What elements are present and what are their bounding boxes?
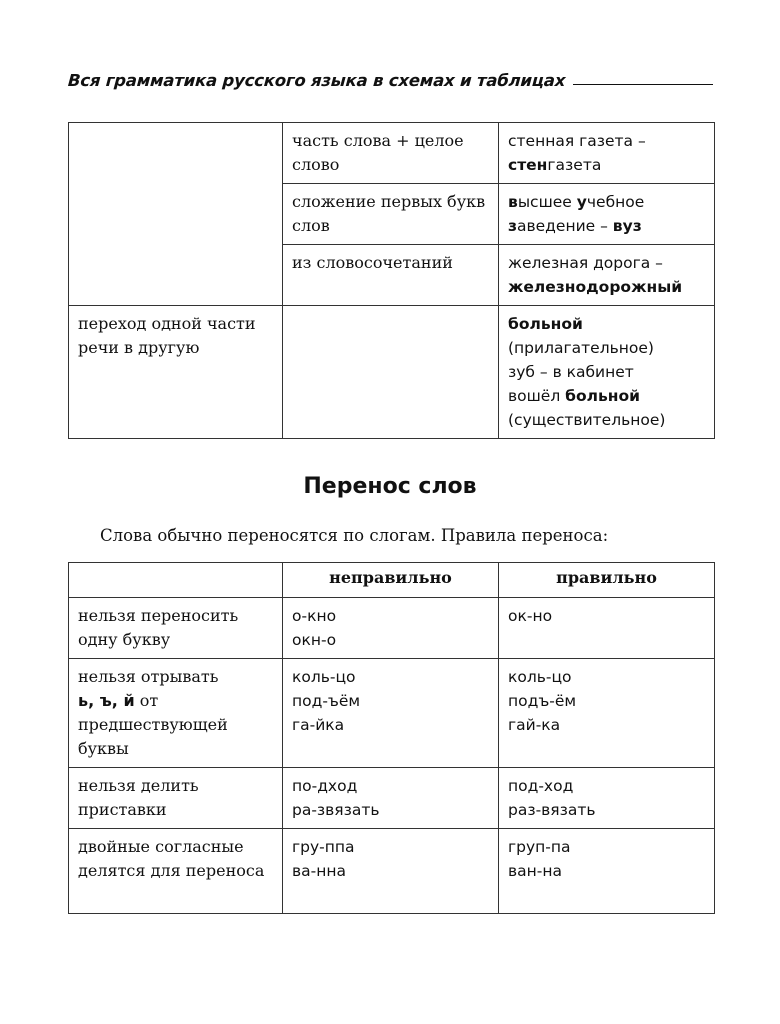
- table-row: [69, 659, 715, 768]
- example-text: железная дорога –: [508, 254, 663, 272]
- wrong-cell: коль-цо под-ъём га-йка: [283, 659, 499, 768]
- header-empty: [69, 563, 283, 598]
- wrong-cell: по-дход ра-звязать: [283, 768, 499, 829]
- section-title: Перенос слов: [303, 474, 477, 499]
- example-text: стенная газета –: [508, 132, 646, 150]
- type-cell: из словосочетаний: [283, 245, 499, 306]
- table-row: [69, 598, 715, 659]
- word-formation-table: [68, 122, 715, 439]
- example-bold: стен: [508, 156, 548, 174]
- running-header: [68, 62, 713, 90]
- header-rule: [573, 84, 713, 85]
- header-wrong: неправильно: [283, 563, 499, 598]
- type-cell-empty: [283, 306, 499, 439]
- right-cell: груп-па ван-на: [499, 829, 715, 914]
- method-cell-empty: [69, 123, 283, 306]
- rule-cell: нельзя переносить одну букву: [69, 598, 283, 659]
- example-bold: железнодорожный: [508, 278, 683, 296]
- type-cell: часть слова + целое слово: [283, 123, 499, 184]
- rule-cell: нельзя отрывать ь, ъ, й от предшествующей буквы: [69, 659, 283, 768]
- table-row: [69, 768, 715, 829]
- right-cell: под-ход раз-вязать: [499, 768, 715, 829]
- right-cell: коль-цо подъ-ём гай-ка: [499, 659, 715, 768]
- intro-text: Слова обычно переносятся по слогам. Правила переноса:: [100, 526, 609, 545]
- example-cell: [499, 245, 715, 306]
- hyphenation-table: [68, 562, 715, 914]
- header-row: [69, 563, 715, 598]
- table-row: [69, 123, 715, 184]
- book-title: Вся грамматика русского языка в схемах и таблицах: [67, 71, 566, 90]
- wrong-cell: о-кно окн-о: [283, 598, 499, 659]
- method-cell: переход одной части речи в другую: [69, 306, 283, 439]
- example-cell: больной (прилагательное) зуб – в кабинет вошёл больной (существительное): [499, 306, 715, 439]
- rule-cell: нельзя делить приставки: [69, 768, 283, 829]
- right-cell: ок-но: [499, 598, 715, 659]
- table-row: [69, 306, 715, 439]
- rule-cell: двойные согласные делятся для переноса: [69, 829, 283, 914]
- table-row: [69, 829, 715, 914]
- example-text: газета: [547, 156, 602, 174]
- header-right: правильно: [499, 563, 715, 598]
- type-cell: сложение первых букв слов: [283, 184, 499, 245]
- example-cell: высшее учебное заведение – вуз: [499, 184, 715, 245]
- example-cell: [499, 123, 715, 184]
- wrong-cell: гру-ппа ва-нна: [283, 829, 499, 914]
